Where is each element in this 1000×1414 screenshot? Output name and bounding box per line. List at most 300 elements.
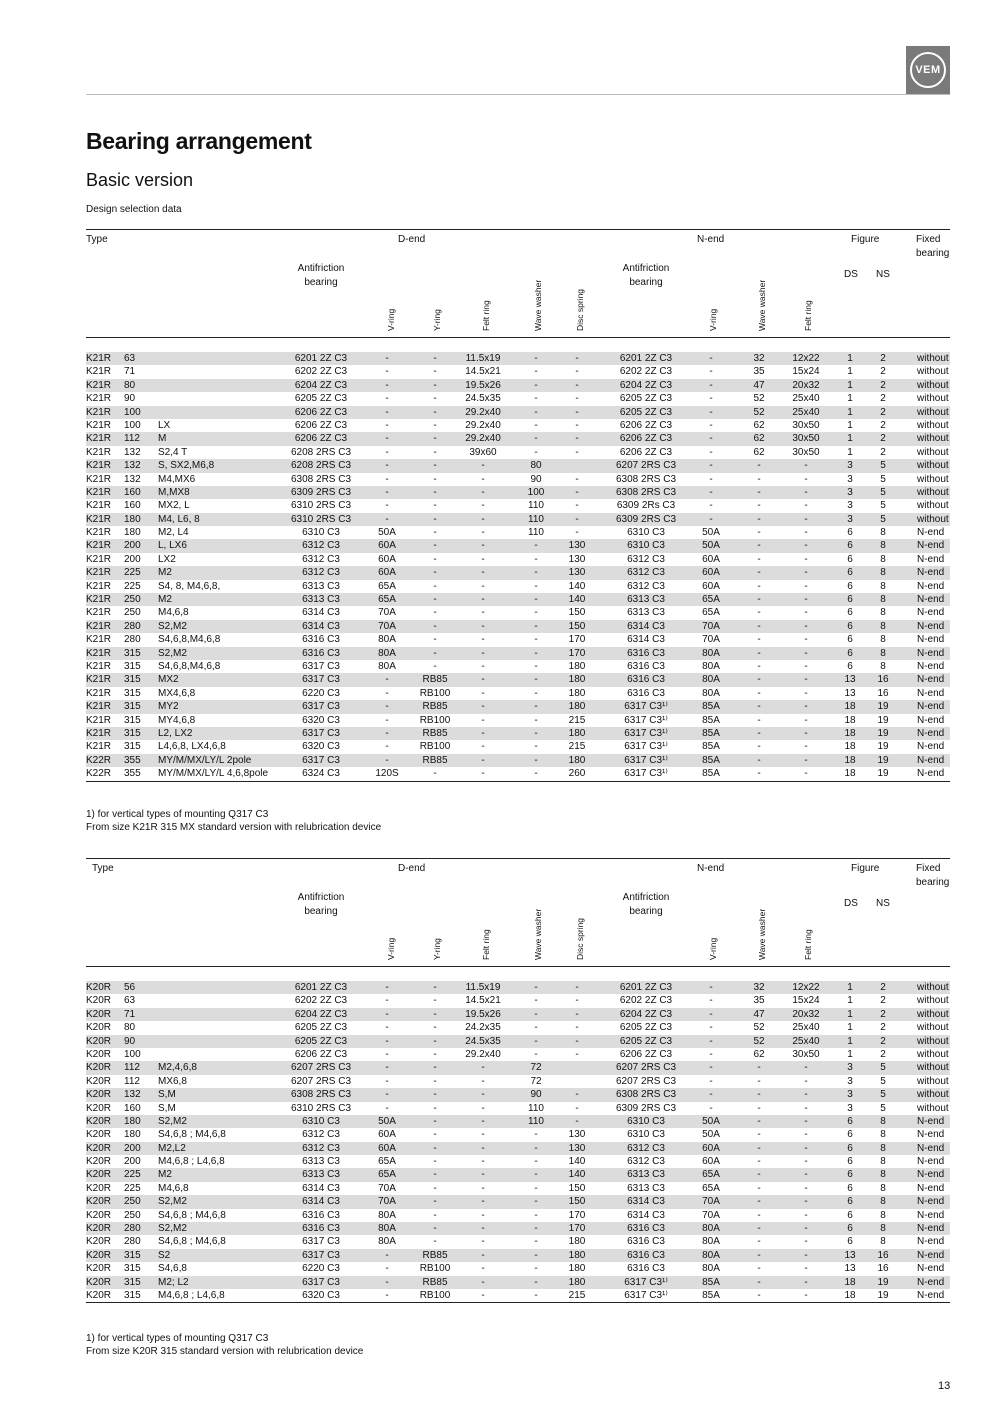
cell-type: K21R	[86, 406, 112, 418]
cell-d-v-ring: -	[385, 1075, 389, 1087]
cell-d-antifriction: 6310 C3	[302, 527, 340, 539]
cell-type: K21R	[86, 353, 112, 364]
cell-d-disc-spring: 180	[568, 674, 586, 686]
cell-ns: 8	[880, 527, 886, 539]
cell-variant: M4,MX6	[158, 473, 196, 485]
cell-d-felt-ring: -	[481, 1169, 485, 1181]
cell-ds: 6	[847, 660, 853, 672]
cell-type: K22R	[86, 754, 112, 766]
cell-d-disc-spring: -	[575, 982, 579, 993]
cell-d-felt-ring: -	[481, 701, 485, 713]
cell-n-v-ring: 80A	[702, 687, 720, 699]
cell-d-antifriction: 6308 2RS C3	[290, 1089, 352, 1101]
cell-n-antifriction: 6316 C3	[627, 1263, 665, 1275]
cell-n-v-ring: 60A	[702, 553, 720, 565]
cell-fixed-bearing: N-end	[917, 1263, 945, 1275]
cell-n-wave-washer: -	[757, 1089, 761, 1101]
table-row	[86, 580, 950, 593]
cell-ds: 6	[847, 634, 853, 646]
cell-n-felt-ring: -	[804, 1169, 808, 1181]
table-row	[86, 566, 950, 579]
cell-type: K21R	[86, 393, 112, 405]
cell-d-antifriction: 6317 C3	[302, 1236, 340, 1248]
cell-d-v-ring: -	[385, 674, 389, 686]
cell-d-v-ring: 50A	[378, 527, 396, 539]
cell-ns: 2	[880, 995, 886, 1007]
cell-variant: S4, 8, M4,6,8,	[158, 580, 221, 592]
cell-n-felt-ring: -	[804, 1209, 808, 1221]
cell-n-felt-ring: -	[804, 1289, 808, 1301]
cell-d-disc-spring: -	[575, 446, 579, 458]
cell-n-wave-washer: 52	[753, 1022, 765, 1034]
cell-n-v-ring: 80A	[702, 1263, 720, 1275]
cell-fixed-bearing: without	[917, 1035, 949, 1047]
cell-size: 225	[124, 580, 141, 592]
cell-variant: S2	[158, 1249, 171, 1261]
cell-ds: 1	[847, 995, 853, 1007]
cell-ds: 1	[847, 353, 853, 364]
cell-n-v-ring: -	[709, 353, 713, 364]
cell-n-v-ring: 85A	[702, 754, 720, 766]
cell-d-wave-washer: -	[534, 1276, 538, 1288]
cell-n-antifriction: 6308 2RS C3	[615, 1089, 677, 1101]
cell-d-antifriction: 6220 C3	[302, 1263, 340, 1275]
cell-ns: 8	[880, 553, 886, 565]
cell-n-v-ring: -	[709, 513, 713, 525]
cell-ds: 3	[847, 1102, 853, 1114]
cell-d-y-ring: -	[433, 1115, 437, 1127]
cell-n-v-ring: 80A	[702, 647, 720, 659]
table-row	[86, 754, 950, 767]
cell-ds: 1	[847, 406, 853, 418]
table-row	[86, 1102, 950, 1115]
cell-d-antifriction: 6312 C3	[302, 567, 340, 579]
cell-size: 250	[124, 1196, 141, 1208]
cell-d-wave-washer: -	[534, 701, 538, 713]
header-ns: NS	[876, 898, 890, 909]
cell-n-v-ring: 70A	[702, 1196, 720, 1208]
cell-ds: 3	[847, 473, 853, 485]
cell-d-antifriction: 6317 C3	[302, 701, 340, 713]
cell-d-y-ring: -	[433, 1223, 437, 1235]
cell-ns: 2	[880, 1022, 886, 1034]
cell-d-felt-ring: -	[481, 727, 485, 739]
cell-d-wave-washer: -	[534, 620, 538, 632]
cell-n-antifriction: 6316 C3	[627, 1249, 665, 1261]
cell-ds: 6	[847, 607, 853, 619]
cell-type: K21R	[86, 379, 112, 391]
cell-d-disc-spring: 150	[568, 620, 586, 632]
cell-d-felt-ring: -	[481, 1089, 485, 1101]
cell-fixed-bearing: N-end	[917, 553, 945, 565]
cell-size: 160	[124, 500, 141, 512]
cell-d-v-ring: 70A	[378, 1196, 396, 1208]
cell-n-felt-ring: 25x40	[792, 1035, 820, 1047]
cell-d-disc-spring: 180	[568, 1276, 586, 1288]
header-d-disc-spring: Disc spring	[575, 917, 585, 960]
cell-variant: M2	[158, 594, 172, 606]
cell-size: 180	[124, 1129, 141, 1141]
cell-d-felt-ring: -	[481, 768, 485, 780]
cell-size: 71	[124, 366, 136, 378]
page-subtitle: Basic version	[86, 170, 194, 190]
cell-size: 160	[124, 1102, 141, 1114]
cell-type: K21R	[86, 594, 112, 606]
cell-d-wave-washer: -	[534, 727, 538, 739]
cell-d-y-ring: RB85	[422, 754, 448, 766]
cell-d-antifriction: 6324 C3	[302, 768, 340, 780]
cell-d-disc-spring: -	[575, 995, 579, 1007]
cell-type: K20R	[86, 1142, 112, 1154]
cell-ns: 19	[877, 727, 889, 739]
cell-n-antifriction: 6207 2RS C3	[615, 1075, 677, 1087]
cell-n-v-ring: 60A	[702, 580, 720, 592]
cell-n-v-ring: 65A	[702, 1182, 720, 1194]
cell-size: 200	[124, 1142, 141, 1154]
cell-ns: 19	[877, 714, 889, 726]
cell-d-y-ring: -	[433, 567, 437, 579]
cell-d-disc-spring: 260	[568, 768, 586, 780]
cell-n-v-ring: 85A	[702, 741, 720, 753]
table-body	[86, 352, 950, 782]
cell-size: 280	[124, 1236, 141, 1248]
table-row	[86, 352, 950, 365]
cell-ds: 6	[847, 620, 853, 632]
cell-d-antifriction: 6317 C3	[302, 754, 340, 766]
cell-ns: 5	[880, 1102, 886, 1114]
cell-d-v-ring: 80A	[378, 647, 396, 659]
cell-n-wave-washer: -	[757, 1249, 761, 1261]
header-n-end: N-end	[697, 234, 725, 245]
cell-d-antifriction: 6310 2RS C3	[290, 500, 352, 512]
cell-d-wave-washer: 110	[528, 1102, 544, 1114]
cell-n-v-ring: 60A	[702, 567, 720, 579]
header-d-y-ring: Y-ring	[432, 938, 442, 960]
cell-fixed-bearing: N-end	[917, 741, 945, 753]
cell-d-disc-spring: 215	[568, 1289, 586, 1301]
cell-ds: 3	[847, 513, 853, 525]
cell-size: 315	[124, 1289, 141, 1301]
cell-fixed-bearing: N-end	[917, 1142, 945, 1154]
cell-d-v-ring: -	[385, 754, 389, 766]
cell-d-y-ring: RB85	[422, 1276, 448, 1288]
cell-n-antifriction: 6314 C3	[627, 1196, 665, 1208]
cell-fixed-bearing: without	[917, 460, 949, 472]
cell-fixed-bearing: without	[917, 379, 949, 391]
cell-n-v-ring: -	[709, 982, 713, 993]
cell-n-felt-ring: 30x50	[792, 419, 820, 431]
cell-fixed-bearing: without	[917, 473, 949, 485]
cell-fixed-bearing: N-end	[917, 660, 945, 672]
cell-d-v-ring: -	[385, 741, 389, 753]
cell-d-antifriction: 6310 2RS C3	[290, 1102, 352, 1114]
cell-type: K20R	[86, 1249, 112, 1261]
cell-n-v-ring: -	[709, 393, 713, 405]
cell-d-wave-washer: 110	[528, 527, 544, 539]
cell-n-felt-ring: 12x22	[792, 982, 820, 993]
footnote-2: From size K21R 315 MX standard version with relubrication device	[86, 822, 382, 833]
cell-d-disc-spring: 140	[568, 594, 586, 606]
cell-d-y-ring: -	[433, 634, 437, 646]
cell-d-v-ring: -	[385, 1249, 389, 1261]
cell-ds: 6	[847, 1209, 853, 1221]
cell-n-antifriction: 6201 2Z C3	[619, 982, 673, 993]
cell-d-wave-washer: 90	[530, 1089, 542, 1101]
cell-d-v-ring: -	[385, 460, 389, 472]
table-row	[86, 526, 950, 539]
cell-type: K21R	[86, 701, 112, 713]
cell-d-wave-washer: -	[534, 754, 538, 766]
cell-d-y-ring: RB85	[422, 701, 448, 713]
cell-n-antifriction: 6316 C3	[627, 647, 665, 659]
cell-n-felt-ring: -	[804, 553, 808, 565]
cell-n-antifriction: 6312 C3	[627, 1156, 665, 1168]
cell-n-antifriction: 6309 2Rs C3	[616, 500, 676, 512]
cell-n-v-ring: -	[709, 419, 713, 431]
cell-size: 355	[124, 768, 141, 780]
cell-type: K20R	[86, 1075, 112, 1087]
cell-n-wave-washer: -	[757, 1115, 761, 1127]
cell-size: 100	[124, 406, 141, 418]
cell-d-felt-ring: -	[481, 1236, 485, 1248]
table-row	[86, 459, 950, 472]
cell-ns: 5	[880, 500, 886, 512]
cell-d-v-ring: -	[385, 1102, 389, 1114]
cell-variant: S4,6,8	[158, 1263, 187, 1275]
cell-d-antifriction: 6206 2Z C3	[294, 1048, 348, 1060]
cell-d-antifriction: 6313 C3	[302, 1156, 340, 1168]
cell-size: 225	[124, 567, 141, 579]
cell-d-disc-spring: 170	[568, 1209, 586, 1221]
cell-d-y-ring: -	[433, 460, 437, 472]
cell-d-felt-ring: -	[481, 741, 485, 753]
cell-d-y-ring: RB100	[419, 741, 451, 753]
cell-d-antifriction: 6204 2Z C3	[294, 1008, 348, 1020]
cell-n-antifriction: 6316 C3	[627, 674, 665, 686]
cell-n-wave-washer: -	[757, 486, 761, 498]
cell-d-y-ring: -	[433, 1035, 437, 1047]
cell-d-wave-washer: 110	[528, 1115, 544, 1127]
cell-n-v-ring: -	[709, 1089, 713, 1101]
cell-fixed-bearing: without	[917, 500, 949, 512]
cell-type: K21R	[86, 486, 112, 498]
table-body	[86, 981, 950, 1303]
cell-variant: S2,4 T	[158, 446, 188, 458]
cell-d-v-ring: -	[385, 1263, 389, 1275]
cell-n-wave-washer: -	[757, 1196, 761, 1208]
cell-type: K21R	[86, 540, 112, 552]
cell-ds: 18	[844, 701, 856, 713]
cell-d-disc-spring: -	[575, 353, 579, 364]
cell-d-wave-washer: -	[534, 1182, 538, 1194]
cell-d-felt-ring: -	[481, 1182, 485, 1194]
cell-d-disc-spring: 180	[568, 1236, 586, 1248]
cell-d-disc-spring: 130	[568, 567, 586, 579]
cell-size: 132	[124, 473, 141, 485]
cell-n-v-ring: 85A	[702, 701, 720, 713]
cell-n-antifriction: 6313 C3	[627, 594, 665, 606]
table-row	[86, 620, 950, 633]
cell-n-wave-washer: 62	[753, 446, 765, 458]
cell-n-felt-ring: 30x50	[792, 433, 820, 445]
cell-ns: 8	[880, 540, 886, 552]
table-row	[86, 727, 950, 740]
cell-d-antifriction: 6201 2Z C3	[294, 982, 348, 993]
cell-type: K20R	[86, 1089, 112, 1101]
cell-n-felt-ring: -	[804, 1075, 808, 1087]
cell-variant: M,MX8	[158, 486, 190, 498]
cell-d-disc-spring: 170	[568, 647, 586, 659]
cell-d-v-ring: -	[385, 687, 389, 699]
cell-type: K21R	[86, 634, 112, 646]
cell-d-wave-washer: -	[534, 553, 538, 565]
cell-d-wave-washer: -	[534, 741, 538, 753]
cell-n-v-ring: 85A	[702, 727, 720, 739]
cell-d-disc-spring: 130	[568, 540, 586, 552]
cell-fixed-bearing: N-end	[917, 1289, 945, 1301]
cell-d-v-ring: 60A	[378, 1142, 396, 1154]
cell-n-wave-washer: -	[757, 754, 761, 766]
cell-ds: 18	[844, 1276, 856, 1288]
cell-size: 225	[124, 1169, 141, 1181]
table-row	[86, 1168, 950, 1181]
cell-n-felt-ring: -	[804, 1196, 808, 1208]
cell-n-antifriction: 6312 C3	[627, 567, 665, 579]
cell-d-antifriction: 6316 C3	[302, 1209, 340, 1221]
cell-d-felt-ring: -	[481, 1115, 485, 1127]
cell-n-v-ring: -	[709, 1075, 713, 1087]
cell-n-antifriction: 6317 C3¹⁾	[624, 701, 668, 713]
cell-d-disc-spring: 180	[568, 1263, 586, 1275]
cell-n-v-ring: -	[709, 1022, 713, 1034]
cell-d-v-ring: -	[385, 701, 389, 713]
cell-n-antifriction: 6316 C3	[627, 1236, 665, 1248]
cell-d-wave-washer: -	[534, 540, 538, 552]
cell-d-antifriction: 6204 2Z C3	[294, 379, 348, 391]
cell-size: 80	[124, 379, 136, 391]
vem-logo	[906, 46, 950, 94]
cell-d-v-ring: -	[385, 1008, 389, 1020]
cell-n-antifriction: 6317 C3¹⁾	[624, 727, 668, 739]
cell-ns: 2	[880, 353, 886, 364]
cell-d-wave-washer: -	[534, 379, 538, 391]
cell-d-wave-washer: -	[534, 1249, 538, 1261]
footnote-1: 1) for vertical types of mounting Q317 C3	[86, 809, 269, 820]
table-row	[86, 1195, 950, 1208]
cell-n-wave-washer: -	[757, 513, 761, 525]
cell-n-v-ring: 70A	[702, 634, 720, 646]
cell-d-disc-spring: 180	[568, 1249, 586, 1261]
header-n-antifriction: Antifriction bearing	[622, 892, 670, 917]
cell-n-wave-washer: -	[757, 660, 761, 672]
cell-n-felt-ring: -	[804, 1089, 808, 1101]
footnote-1: 1) for vertical types of mounting Q317 C3	[86, 1333, 269, 1344]
cell-d-felt-ring: -	[481, 527, 485, 539]
cell-n-felt-ring: -	[804, 620, 808, 632]
cell-ds: 1	[847, 379, 853, 391]
cell-ns: 8	[880, 580, 886, 592]
cell-n-v-ring: 85A	[702, 1289, 720, 1301]
cell-d-y-ring: -	[433, 660, 437, 672]
cell-fixed-bearing: N-end	[917, 1196, 945, 1208]
cell-d-v-ring: 60A	[378, 1129, 396, 1141]
cell-n-wave-washer: -	[757, 580, 761, 592]
cell-d-v-ring: 70A	[378, 620, 396, 632]
cell-n-v-ring: 85A	[702, 1276, 720, 1288]
cell-ns: 2	[880, 1008, 886, 1020]
header-type: Type	[86, 234, 108, 245]
cell-n-v-ring: 60A	[702, 1156, 720, 1168]
cell-ds: 1	[847, 366, 853, 378]
cell-ds: 13	[844, 687, 856, 699]
cell-n-antifriction: 6317 C3¹⁾	[624, 741, 668, 753]
cell-variant: M4,6,8	[158, 1182, 189, 1194]
table-header	[86, 229, 950, 338]
cell-n-wave-washer: -	[757, 741, 761, 753]
cell-n-v-ring: 80A	[702, 660, 720, 672]
cell-fixed-bearing: N-end	[917, 1115, 945, 1127]
cell-d-v-ring: -	[385, 1048, 389, 1060]
cell-ds: 1	[847, 1022, 853, 1034]
cell-ns: 16	[877, 1263, 889, 1275]
header-n-wave-washer: Wave washer	[757, 908, 767, 960]
cell-type: K21R	[86, 580, 112, 592]
cell-n-wave-washer: -	[757, 674, 761, 686]
cell-d-y-ring: -	[433, 393, 437, 405]
cell-n-wave-washer: -	[757, 1263, 761, 1275]
table-row	[86, 1115, 950, 1128]
cell-size: 250	[124, 1209, 141, 1221]
cell-d-antifriction: 6206 2Z C3	[294, 419, 348, 431]
cell-n-antifriction: 6310 C3	[627, 1129, 665, 1141]
cell-d-disc-spring: -	[575, 379, 579, 391]
cell-d-v-ring: -	[385, 714, 389, 726]
cell-d-felt-ring: -	[481, 647, 485, 659]
cell-variant: M	[158, 433, 167, 445]
cell-d-v-ring: 80A	[378, 1209, 396, 1221]
cell-n-felt-ring: -	[804, 1223, 808, 1235]
cell-n-v-ring: -	[709, 433, 713, 445]
header-figure: Figure	[851, 863, 880, 874]
cell-size: 90	[124, 393, 136, 405]
cell-ns: 8	[880, 1209, 886, 1221]
table-row	[86, 1142, 950, 1155]
cell-size: 160	[124, 486, 141, 498]
cell-fixed-bearing: N-end	[917, 714, 945, 726]
cell-n-v-ring: 65A	[702, 607, 720, 619]
cell-size: 315	[124, 714, 141, 726]
cell-d-felt-ring: -	[481, 1196, 485, 1208]
cell-n-v-ring: 85A	[702, 768, 720, 780]
cell-d-disc-spring: 170	[568, 1223, 586, 1235]
cell-n-antifriction: 6309 2RS C3	[615, 1102, 677, 1114]
cell-d-disc-spring: -	[575, 419, 579, 431]
cell-n-felt-ring: -	[804, 1062, 808, 1074]
cell-n-wave-washer: 35	[753, 995, 765, 1007]
table-row	[86, 1289, 950, 1302]
cell-d-felt-ring: 29.2x40	[465, 433, 501, 445]
cell-d-wave-washer: -	[534, 1169, 538, 1181]
cell-fixed-bearing: N-end	[917, 1156, 945, 1168]
cell-d-disc-spring: 180	[568, 660, 586, 672]
cell-d-wave-washer: -	[534, 982, 538, 993]
cell-d-antifriction: 6202 2Z C3	[294, 995, 348, 1007]
cell-n-v-ring: -	[709, 1008, 713, 1020]
cell-d-y-ring: -	[433, 1209, 437, 1221]
header-n-felt-ring: Felt ring	[803, 300, 813, 331]
cell-d-y-ring: -	[433, 1182, 437, 1194]
cell-ns: 2	[880, 446, 886, 458]
